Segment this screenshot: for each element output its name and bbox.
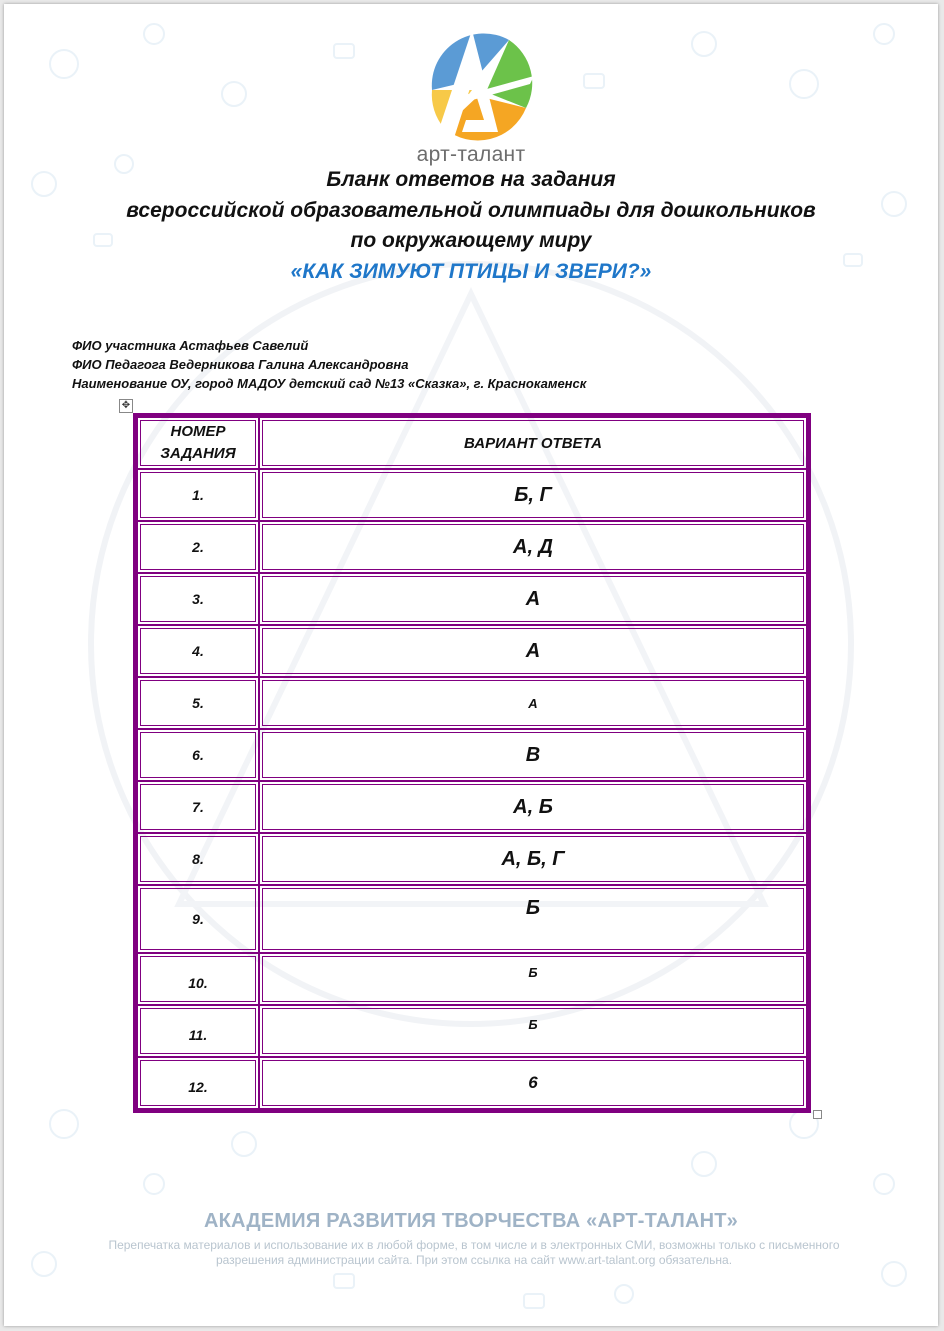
task-number-cell: 5. — [137, 677, 259, 729]
task-number-cell: 1. — [137, 469, 259, 521]
task-number-cell: 4. — [137, 625, 259, 677]
table-row — [137, 521, 807, 573]
title-line-1: Бланк ответов на задания — [326, 168, 616, 191]
olympiad-name: «КАК ЗИМУЮТ ПТИЦЫ И ЗВЕРИ?» — [290, 260, 652, 283]
teacher-name: ФИО Педагога Ведерникова Галина Александровна — [72, 357, 409, 372]
answer-cell[interactable]: Б — [259, 1005, 807, 1057]
answer-cell[interactable]: А — [259, 573, 807, 625]
table-row — [137, 573, 807, 625]
institution-name: Наименование ОУ, город МАДОУ детский сад №13 «Сказка», г. Краснокаменск — [72, 376, 587, 391]
task-number-cell: 9. — [137, 885, 259, 953]
answer-cell[interactable]: Б — [259, 953, 807, 1005]
table-row — [137, 953, 807, 1005]
header-answer-variant: ВАРИАНТ ОТВЕТА — [259, 417, 807, 469]
answers-table — [133, 413, 811, 1113]
header-task-number: НОМЕР ЗАДАНИЯ — [137, 417, 259, 469]
task-number-cell: 8. — [137, 833, 259, 885]
table-row — [137, 1057, 807, 1109]
footer-title: АКАДЕМИЯ РАЗВИТИЯ ТВОРЧЕСТВА «АРТ-ТАЛАНТ» — [204, 1210, 738, 1232]
task-number-cell: 6. — [137, 729, 259, 781]
answer-cell[interactable]: Б, Г — [259, 469, 807, 521]
task-number-cell: 11. — [137, 1005, 259, 1057]
participant-name: ФИО участника Астафьев Савелий — [72, 338, 309, 353]
table-row — [137, 833, 807, 885]
table-resize-handle[interactable] — [813, 1110, 822, 1119]
task-number-cell: 3. — [137, 573, 259, 625]
task-number-cell: 10. — [137, 953, 259, 1005]
answer-cell[interactable]: А, Д — [259, 521, 807, 573]
table-header-row — [137, 417, 807, 469]
answer-cell[interactable]: Б — [259, 885, 807, 953]
answer-cell[interactable]: 6 — [259, 1057, 807, 1109]
table-row — [137, 469, 807, 521]
table-row — [137, 729, 807, 781]
answer-cell[interactable]: А, Б — [259, 781, 807, 833]
table-move-handle[interactable]: ✥ — [119, 399, 133, 413]
title-line-2: всероссийской образовательной олимпиады для дошкольников — [126, 199, 816, 222]
answer-cell[interactable]: А — [259, 625, 807, 677]
table-row — [137, 885, 807, 953]
table-row — [137, 1005, 807, 1057]
document-page — [4, 4, 938, 1326]
title-line-3: по окружающему миру — [350, 229, 592, 252]
answer-cell[interactable]: А — [259, 677, 807, 729]
answer-cell[interactable]: В — [259, 729, 807, 781]
table-row — [137, 677, 807, 729]
footer-copyright-note: Перепечатка материалов и использование их в любой форме, в том числе и в электронных СМИ, возможны только с письменного разрешения администрации сайта. При этом ссылка на сайт www.art-talant.org обязательна. — [108, 1238, 840, 1267]
logo-brand-text: арт-талант — [416, 143, 526, 166]
task-number-cell: 7. — [137, 781, 259, 833]
table-row — [137, 781, 807, 833]
task-number-cell: 12. — [137, 1057, 259, 1109]
table-row — [137, 625, 807, 677]
task-number-cell: 2. — [137, 521, 259, 573]
answer-cell[interactable]: А, Б, Г — [259, 833, 807, 885]
